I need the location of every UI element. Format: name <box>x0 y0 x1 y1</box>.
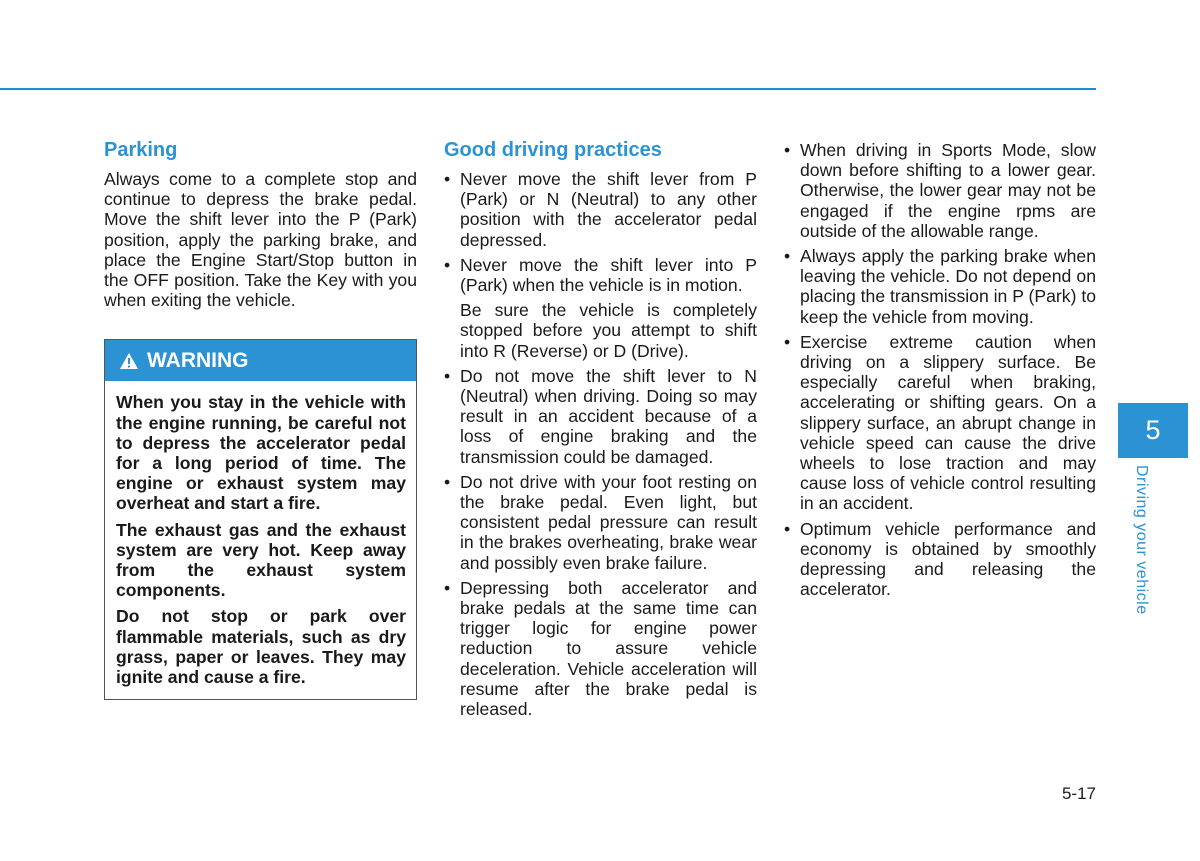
chapter-number-tab[interactable]: 5 <box>1118 403 1188 458</box>
list-item <box>444 255 757 361</box>
warning-paragraph: The exhaust gas and the exhaust system are very hot. Keep away from the exhaust system components. <box>116 519 406 601</box>
left-column <box>104 138 417 700</box>
list-item <box>444 169 757 250</box>
list-item <box>784 140 1096 241</box>
list-item <box>444 366 757 467</box>
section-heading-parking: Parking <box>104 139 178 161</box>
section-heading-good-driving-practices: Good driving practices <box>444 139 662 161</box>
chapter-title: Driving your vehicle <box>1133 465 1150 615</box>
warning-triangle-icon <box>119 352 139 370</box>
list-item-text: Never move the shift lever into P (Park) when the vehicle is in motion. <box>460 254 757 296</box>
warning-title: WARNING <box>147 348 249 372</box>
list-item-text: When driving in Sports Mode, slow down before shifting to a lower gear. Otherwise, the lower gear may not be engaged if the engine rpms are outside of the allowable range. <box>800 140 1096 241</box>
list-item-text: Never move the shift lever from P (Park) or N (Neutral) to any other position with the accelerator pedal depressed. <box>460 169 757 250</box>
right-column <box>784 140 1096 604</box>
middle-column <box>444 138 757 724</box>
warning-box <box>104 339 417 700</box>
list-item <box>444 578 757 719</box>
list-item <box>784 246 1096 327</box>
list-item-text: Always apply the parking brake when leaving the vehicle. Do not depend on placing the transmission in P (Park) to keep the vehicle from moving. <box>800 246 1096 327</box>
list-item-text: Exercise extreme caution when driving on a slippery surface. Be especially careful when braking, accelerating or shifting gears. On a slippery surface, an abrupt change in vehicle speed can cause the drive wheels to lose traction and may cause loss of vehicle control resulting in an accident. <box>800 331 1096 514</box>
list-item-text: Do not move the shift lever to N (Neutral) when driving. Doing so may result in an accident because of a loss of engine braking and the transmission could be damaged. <box>460 365 757 467</box>
top-rule <box>0 88 1096 90</box>
warning-header <box>105 340 416 381</box>
warning-body <box>105 381 416 699</box>
list-item-text: Do not drive with your foot resting on the brake pedal. Even light, but consistent pedal pressure can result in the brakes overheating, brake wear and possibly even brake failure. <box>460 471 757 573</box>
parking-paragraph: Always come to a complete stop and continue to depress the brake pedal. Move the shift lever into the P (Park) position, apply the parking brake, and place the Engine Start/Stop button in the OFF position. Take the Key with you when exiting the vehicle. <box>104 169 417 311</box>
list-item <box>784 519 1096 600</box>
list-item <box>444 472 757 573</box>
page-number: 5-17 <box>1061 784 1096 803</box>
warning-paragraph: Do not stop or park over flammable materials, such as dry grass, paper or leaves. They may ignite and cause a fire. <box>116 606 406 688</box>
continued-driving-list <box>784 140 1096 599</box>
good-driving-list <box>444 169 757 719</box>
list-item <box>784 332 1096 514</box>
warning-paragraph: When you stay in the vehicle with the engine running, be careful not to depress the accelerator pedal for a long period of time. The engine or exhaust system may overheat and start a fire. <box>116 392 406 514</box>
list-item-text: Depressing both accelerator and brake pedals at the same time can trigger logic for engine power reduction to assure vehicle deceleration. Vehicle acceleration will resume after the brake pedal is released. <box>460 577 757 720</box>
list-item-text: Optimum vehicle performance and economy is obtained by smoothly depressing and releasing the accelerator. <box>800 518 1096 600</box>
list-item-note: Be sure the vehicle is completely stopped before you attempt to shift into R (Reverse) or D (Drive). <box>460 300 757 361</box>
